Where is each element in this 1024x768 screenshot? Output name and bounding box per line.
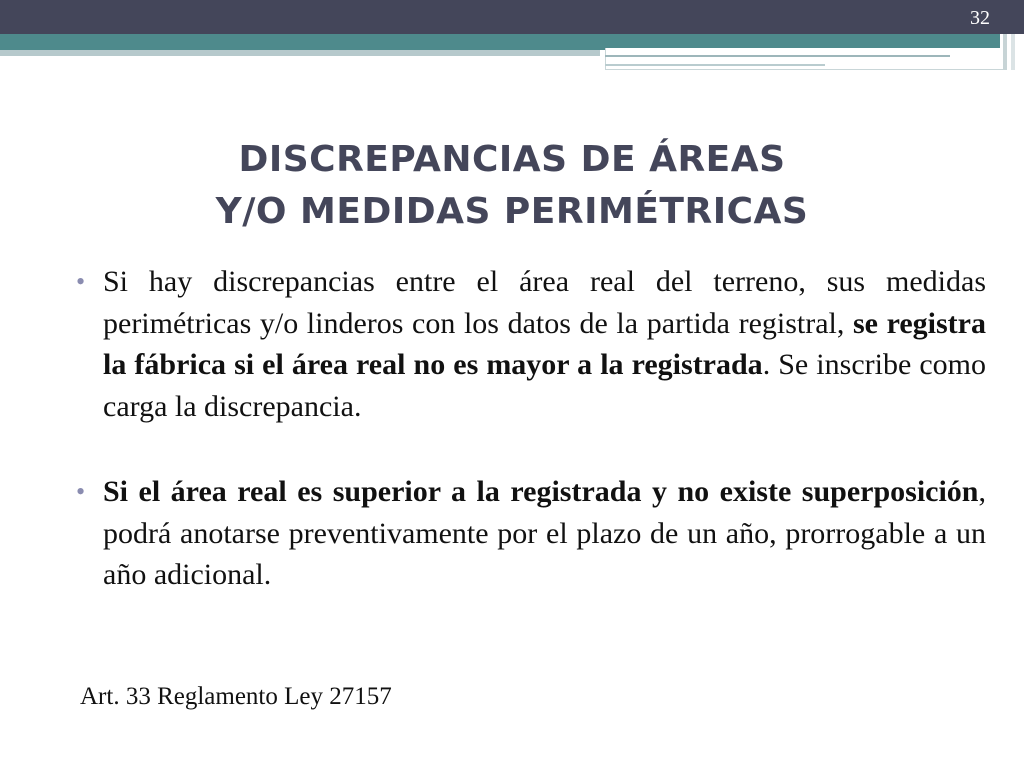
header-tab-line (605, 64, 825, 66)
bullet-item (76, 471, 986, 596)
slide-number: 32 (970, 7, 990, 29)
slide-title (0, 134, 1024, 238)
header-side-bar (1011, 34, 1015, 70)
header-band (0, 0, 1024, 34)
header-light-band (0, 50, 600, 56)
bullet-icon: • (76, 267, 86, 296)
bullet-text: Si hay discrepancias entre el área real del terreno, sus medidas perimétricas y/o linderos con los datos de la partida registral, (103, 265, 986, 340)
citation: Art. 33 Reglamento Ley 27157 (80, 683, 392, 710)
bullet-text: . Se inscribe como carga la discrepancia. (103, 348, 986, 423)
bullet-text-bold: se registra la fábrica si el área real no es mayor a la registrada (103, 306, 986, 381)
header-tab-line (605, 55, 950, 57)
bullet-icon: • (76, 477, 86, 506)
header-side-bar (1003, 34, 1007, 70)
bullet-text-bold: Si el área real es superior a la registrada y no existe superposición (103, 475, 979, 508)
title-line-2: Y/O MEDIDAS PERIMÉTRICAS (215, 191, 809, 232)
title-line-1: DISCREPANCIAS DE ÁREAS (238, 139, 786, 180)
bullet-text: , podrá anotarse preventivamente por el plazo de un año, prorrogable a un año adicional. (103, 475, 986, 591)
bullet-list (76, 261, 986, 596)
bullet-item (76, 261, 986, 427)
header-tab-decoration (605, 48, 1005, 70)
